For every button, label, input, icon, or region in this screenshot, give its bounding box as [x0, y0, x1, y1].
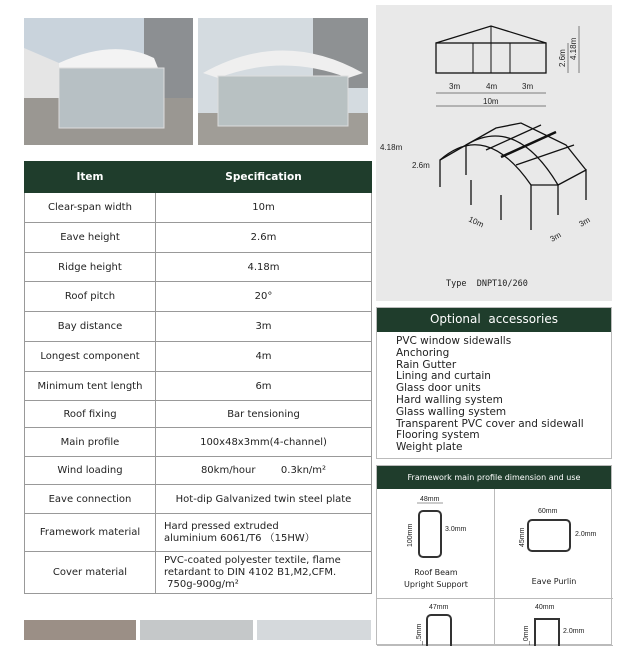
profile-eave-purlin: [495, 489, 613, 599]
accessories-list: [377, 332, 611, 454]
list-item: Hard walling system: [396, 393, 503, 406]
spec-cell: 100x48x3mm(4-channel): [156, 428, 372, 457]
dim-label: 3m: [577, 215, 592, 229]
item-cell: Clear-span width: [25, 193, 156, 223]
spec-cell: [156, 514, 372, 552]
table-row: [25, 223, 372, 253]
table-row: [25, 193, 372, 223]
column-header-specification: Specification: [156, 162, 372, 193]
dim-label: 3m: [522, 82, 534, 91]
profile-4: [495, 599, 613, 646]
list-item: PVC window sidewalls: [396, 335, 512, 347]
use-label: Roof Beam: [414, 568, 458, 577]
use-label: Eave Purlin: [531, 577, 577, 586]
profile-shape-icon: [535, 619, 559, 646]
spec-line: retardant to DIN 4102 B1,M2,CFM.: [164, 566, 337, 578]
tent-diagram-panel: [376, 5, 612, 301]
item-cell: Longest component: [25, 342, 156, 372]
spec-cell: 10m: [156, 193, 372, 223]
dim-label: 10m: [467, 214, 486, 230]
dim-label: 2.6m: [558, 49, 567, 67]
list-item: Anchoring: [396, 346, 450, 359]
profile-shape-icon: [427, 615, 451, 646]
tent-photo-side: [24, 18, 193, 145]
table-row: [25, 342, 372, 372]
dim-label: 4m: [486, 82, 498, 91]
height-label: 100mm: [407, 523, 414, 547]
width-label: 60mm: [538, 508, 558, 515]
table-row: [25, 372, 372, 401]
spec-line: Hard pressed extruded: [164, 520, 279, 532]
height-label: _.5mm: [416, 623, 423, 645]
optional-accessories-panel: [376, 307, 612, 459]
wall-label: 2.0mm: [563, 628, 585, 635]
accessories-title: Optional accessories: [377, 308, 611, 332]
column-header-item: Item: [25, 162, 156, 193]
item-cell: Wind loading: [25, 457, 156, 485]
dim-label: 10m: [483, 97, 499, 106]
spec-cell: 3m: [156, 312, 372, 342]
dim-label: 4.18m: [569, 37, 578, 60]
wall-label: 3.0mm: [445, 526, 467, 533]
item-cell: Framework material: [25, 514, 156, 552]
bottom-photo-2: [140, 620, 253, 640]
width-label: 40mm: [535, 604, 555, 611]
table-row: [25, 485, 372, 514]
item-cell: Eave connection: [25, 485, 156, 514]
type-label: Type DNPT10/260: [446, 279, 528, 289]
item-cell: Bay distance: [25, 312, 156, 342]
spec-line: 750g-900g/m²: [164, 578, 239, 590]
spec-line: aluminium 6061/T6 （15HW）: [164, 532, 315, 544]
spec-cell: 4.18m: [156, 253, 372, 282]
spec-cell: 20°: [156, 282, 372, 312]
table-row: [25, 312, 372, 342]
width-label: 47mm: [429, 604, 449, 611]
profile-dimension-panel: [376, 465, 612, 645]
wall-label: 2.0mm: [575, 531, 597, 538]
spec-cell: 80km/hour 0.3kn/m²: [156, 457, 372, 485]
height-label: 45mm: [519, 527, 526, 547]
list-item: Glass door units: [396, 382, 481, 395]
table-row: [25, 428, 372, 457]
spec-cell: 6m: [156, 372, 372, 401]
dim-label: 3m: [548, 230, 563, 244]
list-item: Lining and curtain: [396, 370, 491, 383]
item-cell: Eave height: [25, 223, 156, 253]
tent-photo-front: [198, 18, 368, 145]
list-item: Flooring system: [396, 429, 480, 442]
table-row: [25, 514, 372, 552]
width-label: 48mm: [420, 496, 440, 503]
dim-label: 4.18m: [380, 143, 403, 152]
list-item: Transparent PVC cover and sidewall: [396, 417, 584, 430]
profile-shape-icon: [419, 511, 441, 557]
spec-line: PVC-coated polyester textile, flame: [164, 554, 341, 566]
spec-cell: 2.6m: [156, 223, 372, 253]
spec-cell: [156, 552, 372, 594]
bottom-photo-3: [257, 620, 371, 640]
profiles-title: Framework main profile dimension and use: [377, 466, 611, 489]
item-cell: Roof pitch: [25, 282, 156, 312]
table-row: [25, 457, 372, 485]
item-cell: Ridge height: [25, 253, 156, 282]
dim-label: 2.6m: [412, 161, 430, 170]
dim-label: 3m: [449, 82, 461, 91]
list-item: Weight plate: [396, 441, 463, 454]
table-header-row: [25, 162, 372, 193]
list-item: Rain Gutter: [396, 358, 457, 371]
bottom-photo-1: [24, 620, 136, 640]
use-label: Upright Support: [404, 580, 468, 589]
item-cell: Minimum tent length: [25, 372, 156, 401]
table-row: [25, 253, 372, 282]
item-cell: Roof fixing: [25, 401, 156, 428]
item-cell: Main profile: [25, 428, 156, 457]
spec-cell: Bar tensioning: [156, 401, 372, 428]
table-row: [25, 282, 372, 312]
profile-shape-icon: [528, 520, 570, 551]
table-row: [25, 552, 372, 594]
profile-3: [377, 599, 495, 646]
item-cell: Cover material: [25, 552, 156, 594]
isometric-frame-drawing: [440, 123, 586, 230]
table-row: [25, 401, 372, 428]
height-label: _0mm: [523, 625, 530, 645]
spec-cell: Hot-dip Galvanized twin steel plate: [156, 485, 372, 514]
spec-cell: 4m: [156, 342, 372, 372]
list-item: Glass walling system: [396, 405, 507, 418]
specification-table: [24, 161, 372, 594]
profile-roof-beam: [377, 489, 495, 599]
